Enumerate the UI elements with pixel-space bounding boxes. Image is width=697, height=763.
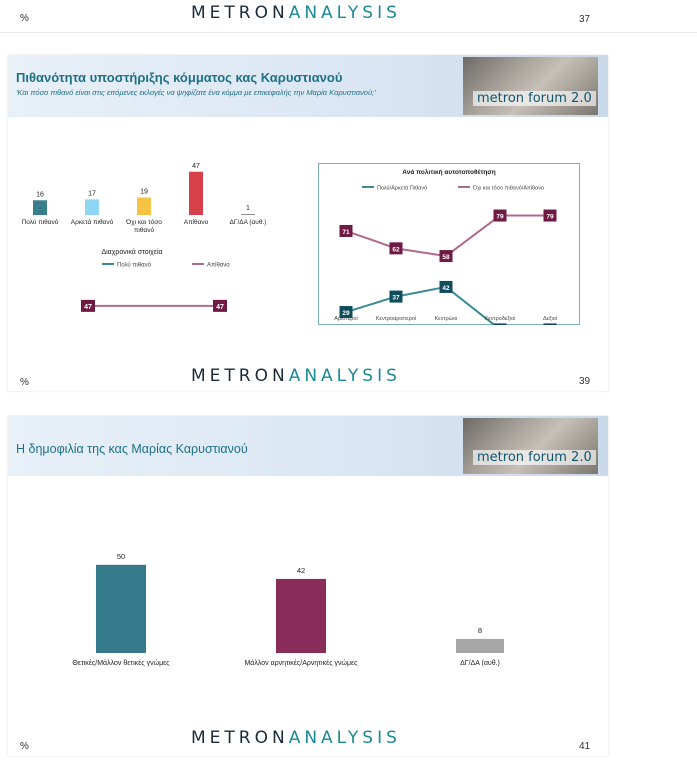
category-label: ΔΓ/ΔΑ (αυθ.) bbox=[229, 219, 267, 226]
slide-page-37 bbox=[8, 0, 608, 32]
chart-title: Ανά πολιτική αυτοτοποθέτηση bbox=[402, 169, 496, 176]
ideology-line-chart bbox=[318, 163, 580, 325]
data-label: 42 bbox=[442, 284, 450, 292]
data-label: 29 bbox=[342, 310, 350, 318]
data-label: 1 bbox=[246, 205, 250, 213]
data-label: 58 bbox=[442, 254, 450, 262]
page-number: 37 bbox=[579, 14, 591, 25]
bar bbox=[276, 579, 326, 653]
data-label: 79 bbox=[496, 213, 504, 221]
metron-analysis-logo bbox=[191, 366, 401, 386]
slide-divider bbox=[0, 32, 697, 33]
metron-forum-logo bbox=[463, 57, 598, 115]
percent-sign: % bbox=[20, 377, 29, 388]
data-label: 37 bbox=[392, 294, 400, 302]
data-label: 8 bbox=[477, 625, 483, 635]
bar bbox=[85, 199, 99, 215]
data-marker bbox=[544, 323, 557, 325]
support-bar-chart bbox=[14, 163, 304, 243]
data-label: 42 bbox=[296, 565, 306, 575]
bar bbox=[189, 172, 203, 215]
category-label: Πολύ πιθανό bbox=[21, 219, 59, 226]
category-label: Αρκετά πιθανό bbox=[70, 219, 114, 226]
x-tick-label: Δεξιοί bbox=[542, 316, 558, 322]
data-label: 19 bbox=[140, 188, 148, 196]
timeline-line-chart bbox=[20, 243, 300, 353]
metron-analysis-logo bbox=[191, 3, 401, 23]
data-label: 16 bbox=[36, 191, 44, 199]
category-label: πιθανό bbox=[133, 227, 155, 234]
x-tick-label: Κεντροδεξιοί bbox=[484, 316, 516, 322]
slide-title: Πιθανότητα υποστήριξης κόμματος κας Καρυστιανού bbox=[16, 70, 343, 85]
brand-part-a: METRON bbox=[191, 3, 289, 23]
page-number: 41 bbox=[579, 741, 591, 752]
bar bbox=[456, 639, 504, 653]
chart-title: Διαχρονικά στοιχεία bbox=[101, 249, 163, 256]
slide-header bbox=[8, 55, 608, 117]
legend-label: Όχι και τόσο πιθανό/Απίθανο bbox=[473, 185, 545, 192]
brand-part-b: ANALYSIS bbox=[288, 728, 401, 748]
popularity-bar-chart bbox=[28, 546, 588, 676]
brand-part-b: ANALYSIS bbox=[288, 3, 401, 23]
data-label: 17 bbox=[88, 190, 96, 198]
category-label: ΔΓ/ΔΑ (αυθ.) bbox=[460, 660, 500, 667]
slide-title: Η δημοφιλία της κας Μαρίας Καρυστιανού bbox=[16, 442, 248, 456]
slide-header bbox=[8, 416, 608, 476]
metron-forum-logo bbox=[463, 418, 598, 474]
forum-label: metron forum 2.0 bbox=[473, 450, 596, 465]
data-label: 71 bbox=[342, 228, 350, 236]
bar bbox=[96, 565, 146, 653]
x-tick-label: Κεντρώοι bbox=[434, 316, 458, 322]
category-label: Όχι και τόσο bbox=[126, 219, 162, 226]
bar bbox=[137, 198, 151, 215]
brand-part-a: METRON bbox=[191, 366, 289, 386]
data-marker bbox=[494, 323, 507, 325]
percent-sign: % bbox=[20, 741, 29, 752]
brand-part-a: METRON bbox=[191, 728, 289, 748]
category-label: Μάλλον αρνητικές/Αρνητικές γνώμες bbox=[244, 660, 358, 667]
slide-subtitle: 'Και πόσο πιθανό είναι στις επόμενες εκλογές να ψηφίζατε ένα κόμμα με επικεφαλής την Μαρία Καρυστιανού;' bbox=[16, 88, 376, 97]
data-label: 62 bbox=[392, 246, 400, 254]
forum-label: metron forum 2.0 bbox=[473, 91, 596, 106]
bar bbox=[33, 200, 47, 215]
metron-analysis-logo bbox=[191, 728, 401, 748]
slide-page-39 bbox=[8, 55, 608, 391]
bar bbox=[241, 214, 255, 215]
data-label: 50 bbox=[116, 551, 126, 561]
x-tick-label: Αριστεροί bbox=[334, 316, 358, 322]
percent-sign: % bbox=[20, 13, 29, 24]
data-label: 47 bbox=[84, 303, 92, 311]
legend-label: Απίθανο bbox=[207, 262, 230, 269]
category-label: Απίθανο bbox=[183, 219, 209, 226]
page-number: 39 bbox=[579, 376, 591, 387]
data-label: 47 bbox=[216, 303, 224, 311]
legend-label: Πολύ πιθανό bbox=[117, 262, 151, 269]
data-label: 47 bbox=[192, 163, 200, 170]
data-label: 79 bbox=[546, 213, 554, 221]
legend-label: Πολύ/Αρκετά Πιθανό bbox=[377, 185, 428, 192]
slide-page-41 bbox=[8, 416, 608, 756]
brand-part-b: ANALYSIS bbox=[288, 366, 401, 386]
x-tick-label: Κεντροαριστεροί bbox=[375, 316, 417, 322]
category-label: Θετικές/Μάλλον θετικές γνώμες bbox=[72, 660, 170, 667]
